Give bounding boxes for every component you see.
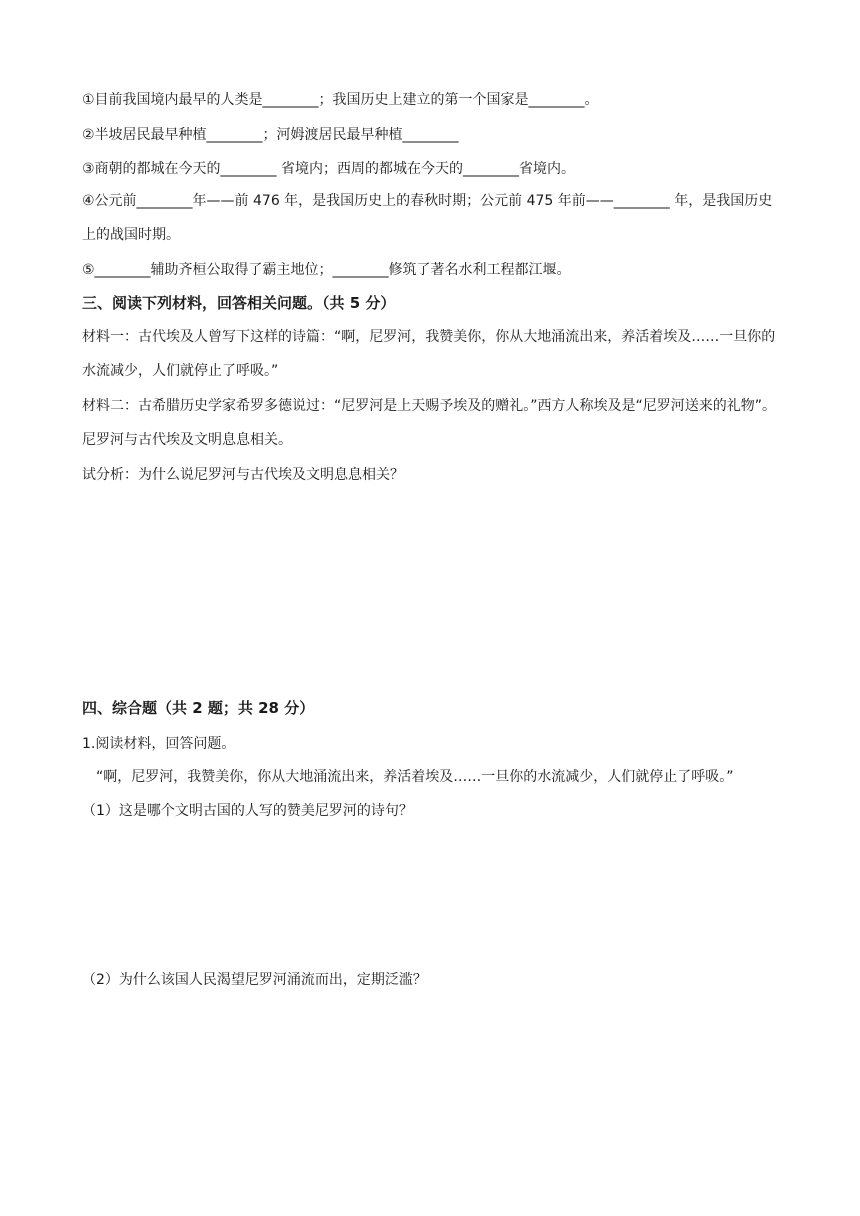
fill-in-q2: ②半坡居民最早种植________；河姆渡居民最早种植________	[82, 127, 459, 143]
comprehensive-item-1: 1.阅读材料，回答问题。	[82, 736, 236, 752]
analysis-question: 试分析：为什么说尼罗河与古代埃及文明息息相关？	[82, 467, 404, 483]
sub-question-2: （2）为什么该国人民渴望尼罗河涌流而出，定期泛滥？	[82, 972, 427, 988]
section-4-heading: 四、综合题（共 2 题；共 28 分）	[82, 699, 315, 717]
poem-quote: “啊，尼罗河，我赞美你，你从大地涌流出来，养活着埃及……一旦你的水流减少，人们就停止了呼吸。”	[96, 769, 734, 785]
fill-in-q3: ③商朝的都城在今天的________ 省境内；西周的都城在今天的________省境内。	[82, 161, 575, 177]
material-1: 材料一：古代埃及人曾写下这样的诗篇：“啊，尼罗河，我赞美你，你从大地涌流出来，养活着埃及……一旦你的水流减少，人们就停止了呼吸。”	[82, 329, 776, 379]
fill-in-q4: ④公元前________年——前 476 年，是我国历史上的春秋时期；公元前 475 年前——________ 年，是我国历史上的战国时期。	[82, 193, 773, 243]
material-2: 材料二：古希腊历史学家希罗多德说过：“尼罗河是上天赐予埃及的赠礼。”西方人称埃及是“尼罗河送来的礼物”。尼罗河与古代埃及文明息息相关。	[82, 398, 777, 448]
fill-in-q1: ①目前我国境内最早的人类是________；我国历史上建立的第一个国家是________。	[82, 92, 599, 108]
section-3-heading: 三、阅读下列材料，回答相关问题。（共 5 分）	[82, 294, 396, 312]
fill-in-q5: ⑤________辅助齐桓公取得了霸主地位；________修筑了著名水利工程都江堰。	[82, 262, 571, 278]
sub-question-1: （1）这是哪个文明古国的人写的赞美尼罗河的诗句？	[82, 803, 413, 819]
